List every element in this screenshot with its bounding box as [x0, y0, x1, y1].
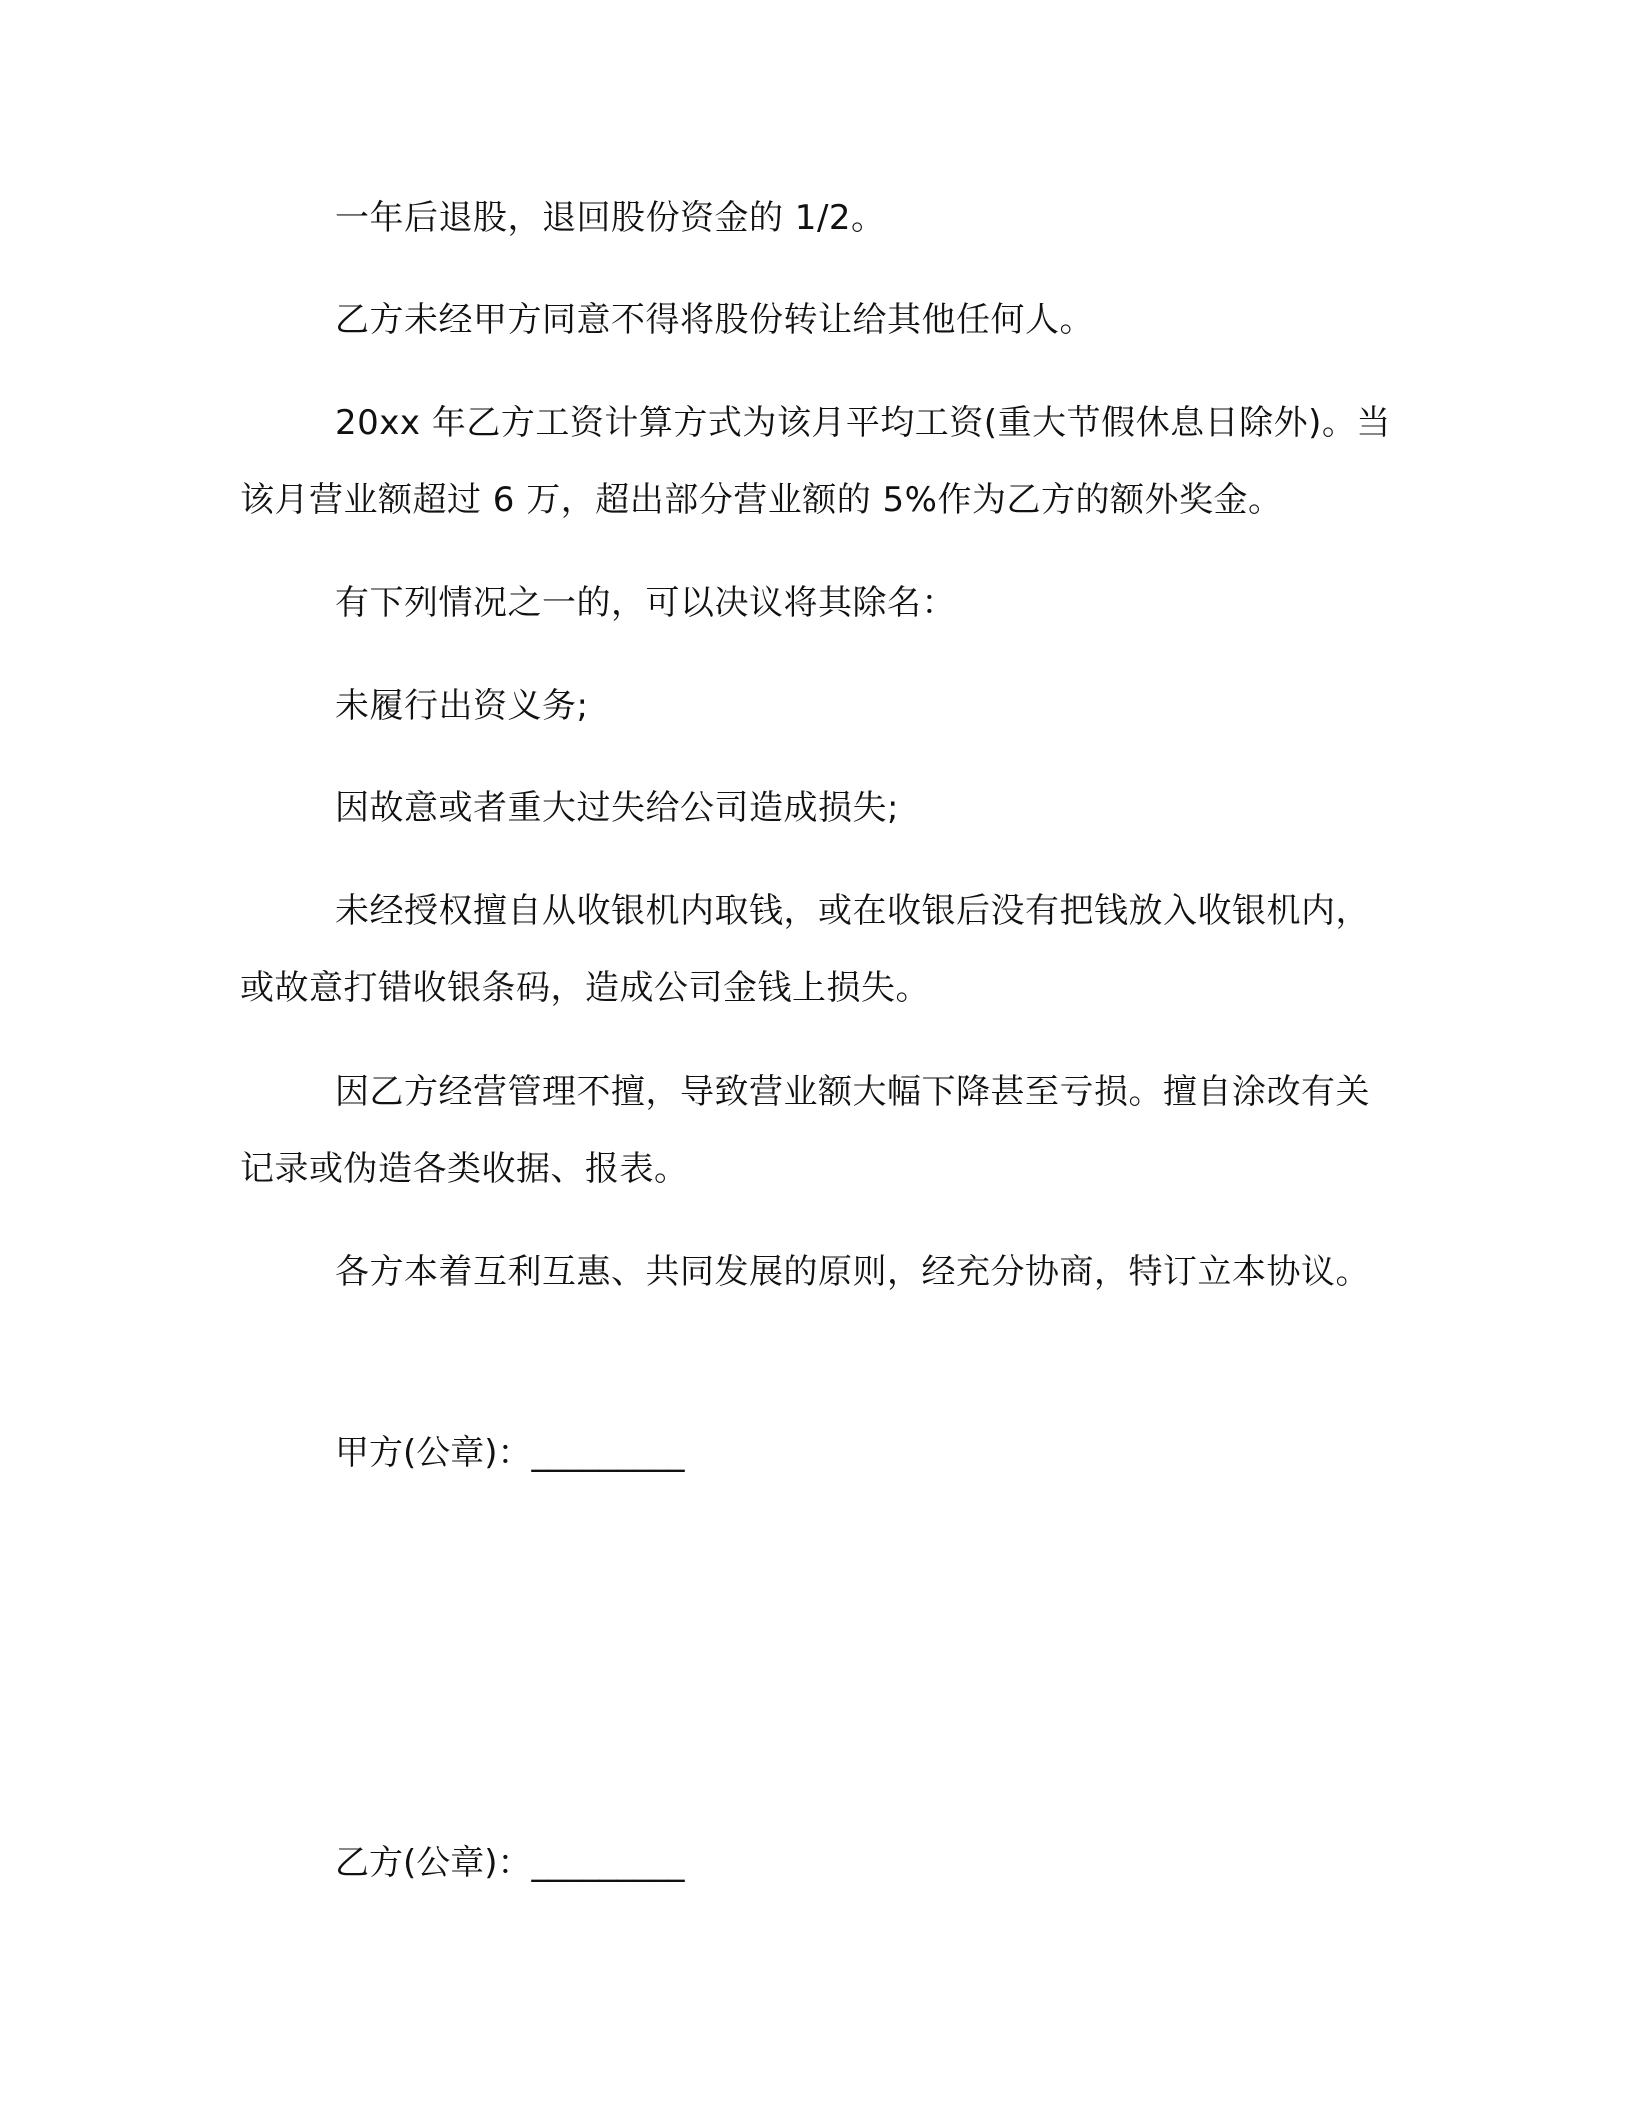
paragraph-removal-conditions: 有下列情况之一的，可以决议将其除名：	[335, 583, 956, 623]
paragraph-share-transfer: 乙方未经甲方同意不得将股份转让给其他任何人。	[335, 300, 1094, 340]
paragraph-withdrawal: 一年后退股，退回股份资金的 1/2。	[335, 198, 886, 238]
paragraph-unpaid-capital: 未履行出资义务;	[335, 686, 589, 726]
signature-party-b: 乙方(公章)：_________	[335, 1843, 685, 1883]
signature-party-a: 甲方(公章)：_________	[335, 1433, 685, 1473]
paragraph-negligence: 因故意或者重大过失给公司造成损失;	[335, 788, 899, 828]
paragraph-salary: 20xx 年乙方工资计算方式为该月平均工资(重大节假休息日除外)。当该月营业额超过 6 万，超出部分营业额的 5%作为乙方的额外奖金。	[240, 403, 1391, 520]
paragraph-agreement-principle: 各方本着互利互惠、共同发展的原则，经充分协商，特订立本协议。	[335, 1252, 1370, 1292]
paragraph-cash-register: 未经授权擅自从收银机内取钱，或在收银后没有把钱放入收银机内，或故意打错收银条码，造成公司金钱上损失。	[240, 891, 1370, 1008]
paragraph-mismanagement: 因乙方经营管理不擅，导致营业额大幅下降甚至亏损。擅自涂改有关记录或伪造各类收据、报表。	[240, 1072, 1370, 1189]
